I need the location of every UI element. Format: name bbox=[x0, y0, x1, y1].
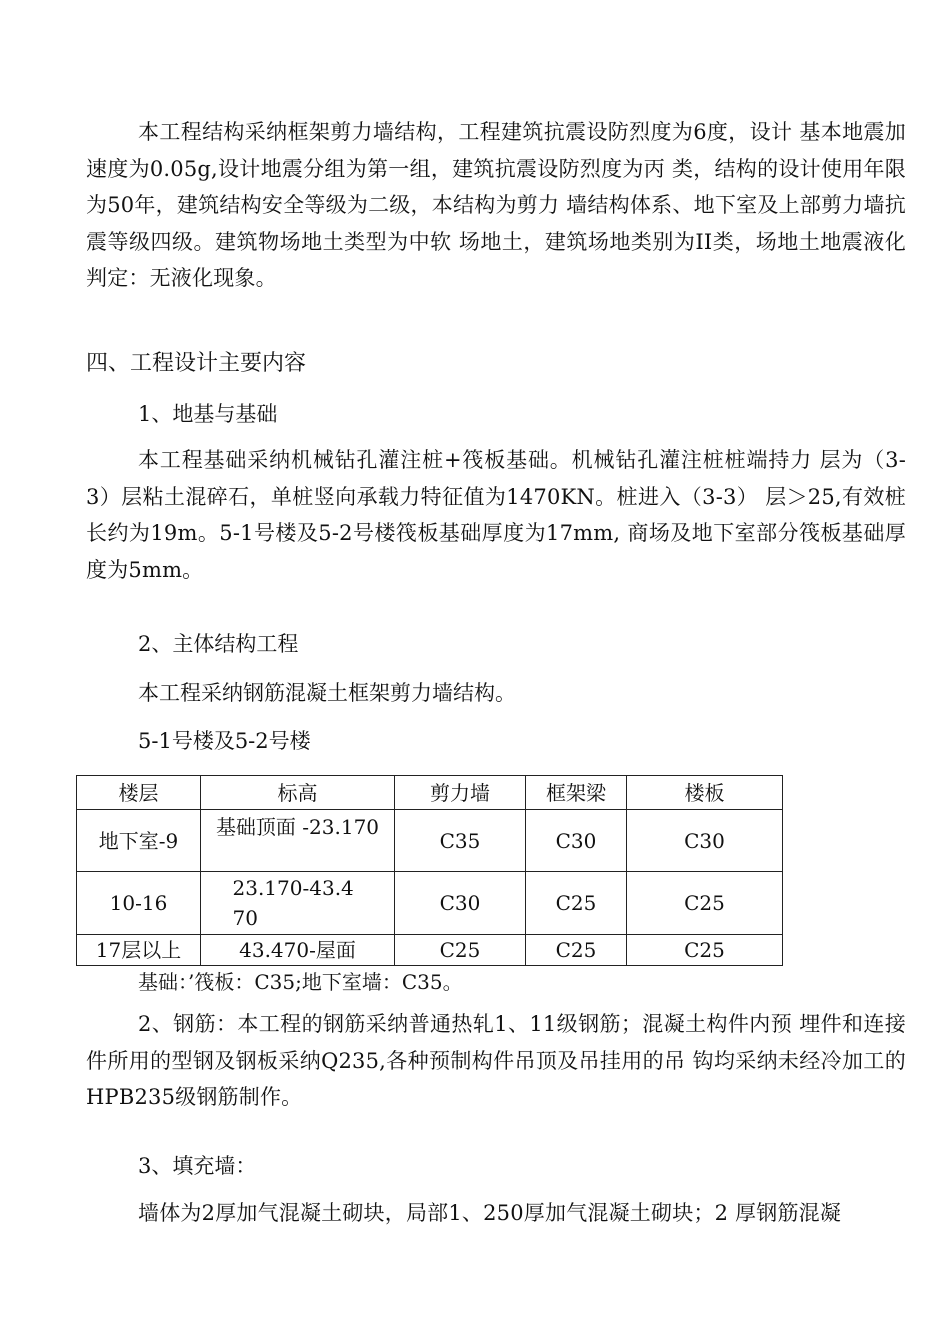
subheading-infill-wall: 3、填充墙： bbox=[138, 1154, 257, 1178]
table-header-cell: 楼板 bbox=[627, 776, 783, 810]
table-header-cell: 标高 bbox=[201, 776, 395, 810]
table-row bbox=[77, 935, 783, 966]
table-cell: C30 bbox=[627, 810, 783, 872]
table-header-cell: 剪力墙 bbox=[395, 776, 526, 810]
table-cell: 43.470-屋面 bbox=[201, 935, 395, 966]
table-cell: C30 bbox=[526, 810, 627, 872]
table-cell: 10-16 bbox=[77, 872, 201, 935]
table-cell: 17层以上 bbox=[77, 935, 201, 966]
table-cell-text: 23.170-43.470 bbox=[232, 876, 354, 930]
table-cell: 基础顶面 -23.170 bbox=[201, 810, 395, 872]
paragraph-seismic-design: 本工程结构采纳框架剪力墙结构，工程建筑抗震设防烈度为6度，设计 基本地震加速度为0.05g,设计地震分组为第一组，建筑抗震设防烈度为丙 类，结构的设计使用年限为50年，建筑结构安全等级为二级，本结构为剪力 墙结构体系、地下室及上部剪力墙抗震等级四级。建筑物场地土类型为中软 场地土，建筑场地类别为II类，场地土地震液化判定：无液化现象。 bbox=[86, 120, 906, 290]
table-cell: C30 bbox=[395, 872, 526, 935]
table-cell: C25 bbox=[526, 935, 627, 966]
table-cell: 地下室-9 bbox=[77, 810, 201, 872]
table-header-cell: 框架梁 bbox=[526, 776, 627, 810]
section-heading-design-content: 四、工程设计主要内容 bbox=[86, 351, 307, 376]
table-cell: C25 bbox=[526, 872, 627, 935]
table-row bbox=[77, 872, 783, 935]
table-cell: C25 bbox=[395, 935, 526, 966]
paragraph-foundation: 本工程基础采纳机械钻孔灌注桩+筏板基础。机械钻孔灌注桩桩端持力 层为（3-3）层粘土混碎石，单桩竖向承载力特征值为1470KN。桩进入（3-3） 层＞25,有效桩长约为19m。5-1号楼及5-2号楼筏板基础厚度为17mm, 商场及地下室部分筏板基础厚度为5mm。 bbox=[86, 448, 906, 582]
paragraph-structure-type: 本工程采纳钢筋混凝土框架剪力墙结构。 bbox=[138, 681, 516, 705]
table-cell: C25 bbox=[627, 872, 783, 935]
table-cell: C25 bbox=[627, 935, 783, 966]
table-cell: C35 bbox=[395, 810, 526, 872]
table-row bbox=[77, 810, 783, 872]
subheading-foundation: 1、地基与基础 bbox=[138, 402, 278, 426]
table-header-cell: 楼层 bbox=[77, 776, 201, 810]
subheading-main-structure: 2、主体结构工程 bbox=[138, 632, 299, 656]
paragraph-foundation-note: 基础：’筏板：C35;地下室墙：C35。 bbox=[138, 970, 463, 994]
table-header-row bbox=[77, 776, 783, 810]
paragraph-building-label: 5-1号楼及5-2号楼 bbox=[138, 729, 311, 753]
table-cell bbox=[201, 872, 395, 935]
paragraph-infill-wall: 墙体为2厚加气混凝土砌块，局部1、250厚加气混凝土砌块；2 厚钢筋混凝 bbox=[138, 1201, 842, 1225]
paragraph-rebar: 2、钢筋：本工程的钢筋采纳普通热轧1、11级钢筋；混凝土构件内预 埋件和连接件所用的型钢及钢板采纳Q235,各种预制构件吊顶及吊挂用的吊 钩均采纳未经冷加工的HPB235级钢筋制作。 bbox=[86, 1012, 906, 1109]
concrete-grade-table bbox=[76, 775, 783, 966]
